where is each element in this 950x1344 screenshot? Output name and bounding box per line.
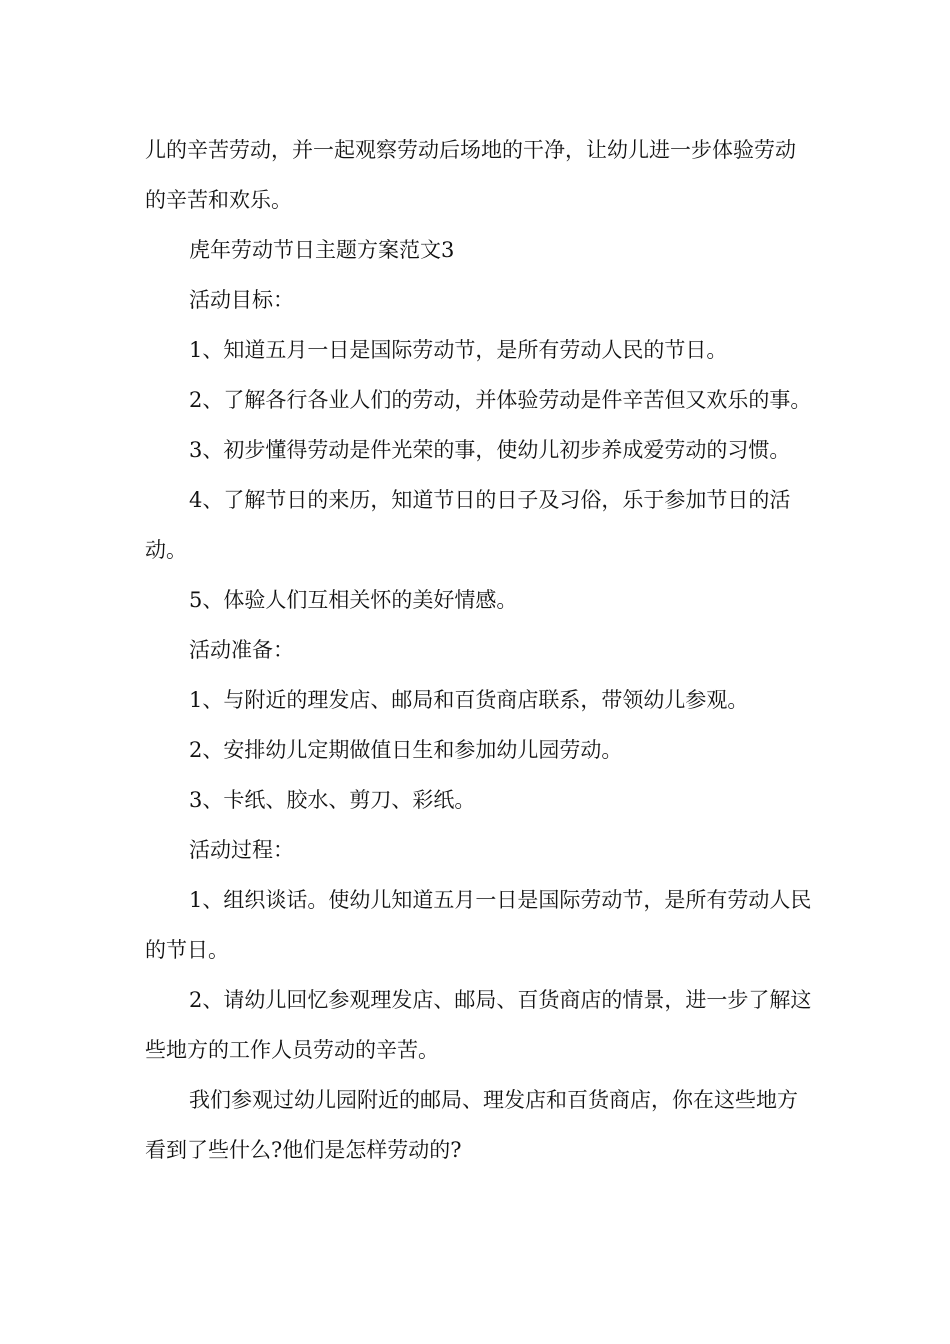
process-item-2: 2、请幼儿回忆参观理发店、邮局、百货商店的情景，进一步了解这些地方的工作人员劳动的辛苦。: [145, 988, 812, 1062]
goal-item-4: 4、了解节日的来历，知道节日的日子及习俗，乐于参加节日的活动。: [145, 488, 791, 562]
heading-activity-goals: 活动目标：: [189, 288, 294, 312]
process-item-1: 1、组织谈话。使幼儿知道五月一日是国际劳动节，是所有劳动人民的节日。: [145, 888, 812, 962]
process-question: 我们参观过幼儿园附近的邮局、理发店和百货商店，你在这些地方看到了些什么?他们是怎样劳动的?: [145, 1088, 798, 1162]
paragraph-continuation: 儿的辛苦劳动，并一起观察劳动后场地的干净，让幼儿进一步体验劳动的辛苦和欢乐。: [145, 138, 796, 212]
heading-activity-process: 活动过程：: [189, 838, 294, 862]
section-title: 虎年劳动节日主题方案范文3: [189, 238, 455, 262]
preparation-item-3: 3、卡纸、胶水、剪刀、彩纸。: [189, 788, 476, 812]
preparation-item-2: 2、安排幼儿定期做值日生和参加幼儿园劳动。: [189, 738, 623, 762]
goal-item-5: 5、体验人们互相关怀的美好情感。: [189, 588, 518, 612]
preparation-item-1: 1、与附近的理发店、邮局和百货商店联系，带领幼儿参观。: [189, 688, 749, 712]
goal-item-2: 2、了解各行各业人们的劳动，并体验劳动是件辛苦但又欢乐的事。: [189, 388, 812, 412]
document-body: [145, 125, 813, 1175]
heading-activity-preparation: 活动准备：: [189, 638, 294, 662]
goal-item-3: 3、初步懂得劳动是件光荣的事，使幼儿初步养成爱劳动的习惯。: [189, 438, 791, 462]
goal-item-1: 1、知道五月一日是国际劳动节，是所有劳动人民的节日。: [189, 338, 728, 362]
